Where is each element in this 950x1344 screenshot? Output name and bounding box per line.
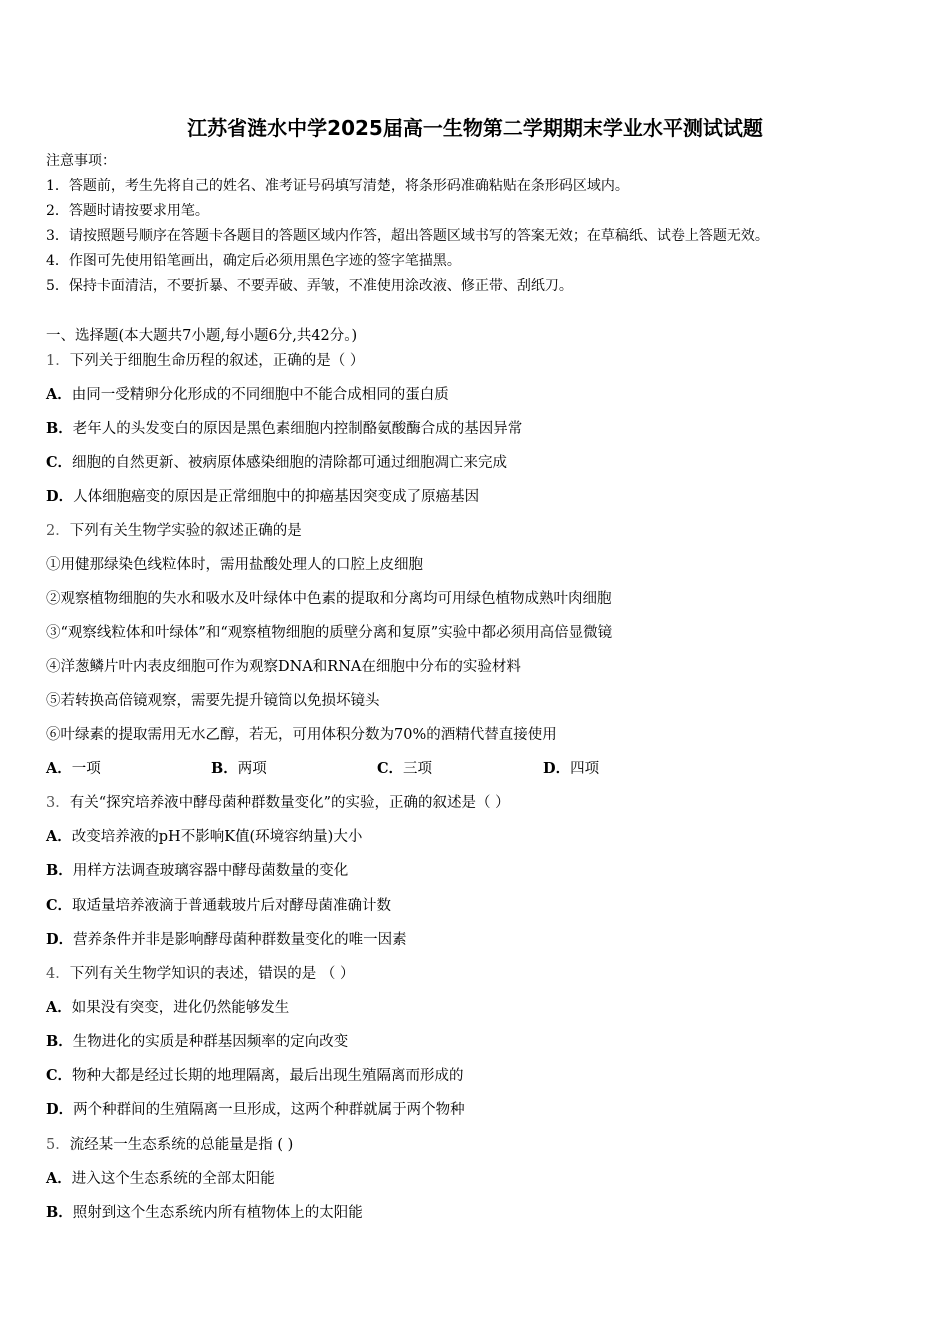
q3-option-a[interactable] bbox=[46, 827, 362, 847]
option-text: 生物进化的实质是种群基因频率的定向改变 bbox=[72, 1034, 349, 1050]
note-item: 3．请按照题号顺序在答题卡各题目的答题区域内作答，超出答题区域书写的答案无效；在草稿纸、试卷上答题无效。 bbox=[46, 228, 769, 244]
option-text: 照射到这个生态系统内所有植物体上的太阳能 bbox=[72, 1205, 363, 1221]
q3-option-b[interactable] bbox=[46, 861, 348, 881]
option-label: C． bbox=[46, 897, 73, 914]
section-heading: 一、选择题(本大题共7小题,每小题6分,共42分。) bbox=[46, 328, 358, 344]
option-text: 老年人的头发变白的原因是黑色素细胞内控制酪氨酸酶合成的基因异常 bbox=[72, 421, 523, 437]
q1-option-a[interactable] bbox=[46, 385, 449, 405]
option-label: B． bbox=[46, 1204, 73, 1221]
q2-option-d[interactable] bbox=[543, 759, 599, 779]
q4-option-c[interactable] bbox=[46, 1066, 464, 1086]
option-text: 两项 bbox=[237, 761, 267, 777]
q5-option-b[interactable] bbox=[46, 1203, 363, 1223]
option-text: 进入这个生态系统的全部太阳能 bbox=[71, 1171, 275, 1187]
q4-option-a[interactable] bbox=[46, 998, 289, 1018]
option-label: A． bbox=[46, 999, 72, 1016]
note-item: 1．答题前，考生先将自己的姓名、准考证号码填写清楚，将条形码准确粘贴在条形码区域内。 bbox=[46, 178, 629, 194]
question-number: 4． bbox=[46, 966, 70, 982]
option-label: A． bbox=[46, 828, 72, 845]
question-number: 5． bbox=[46, 1137, 70, 1153]
option-label: B． bbox=[46, 862, 73, 879]
q2-statement: ①用健那绿染色线粒体时，需用盐酸处理人的口腔上皮细胞 bbox=[46, 557, 423, 573]
question-3-stem bbox=[46, 793, 510, 813]
option-label: C． bbox=[46, 1067, 73, 1084]
q2-statement: ②观察植物细胞的失水和吸水及叶绿体中色素的提取和分离均可用绿色植物成熟叶肉细胞 bbox=[46, 591, 612, 607]
question-5-stem bbox=[46, 1135, 293, 1155]
option-label: B． bbox=[46, 420, 73, 437]
option-text: 如果没有突变，进化仍然能够发生 bbox=[71, 1000, 290, 1016]
option-text: 细胞的自然更新、被病原体感染细胞的清除都可通过细胞凋亡来完成 bbox=[72, 455, 508, 471]
option-text: 用样方法调查玻璃容器中酵母菌数量的变化 bbox=[72, 863, 349, 879]
option-text: 改变培养液的pH不影响K值(环境容纳量)大小 bbox=[71, 829, 363, 845]
option-text: 三项 bbox=[403, 761, 433, 777]
q1-option-d[interactable] bbox=[46, 487, 479, 507]
question-2-stem bbox=[46, 521, 302, 541]
question-number: 3． bbox=[46, 795, 70, 811]
option-text: 取适量培养液滴于普通载玻片后对酵母菌准确计数 bbox=[72, 898, 392, 914]
q2-statement: ③“观察线粒体和叶绿体”和“观察植物细胞的质壁分离和复原”实验中都必须用高倍显微镜 bbox=[46, 625, 613, 641]
q5-option-a[interactable] bbox=[46, 1169, 275, 1189]
option-label: D． bbox=[46, 488, 74, 505]
question-text: 下列有关生物学实验的叙述正确的是 bbox=[69, 523, 302, 539]
q2-statement: ④洋葱鳞片叶内表皮细胞可作为观察DNA和RNA在细胞中分布的实验材料 bbox=[46, 659, 521, 675]
option-label: D． bbox=[46, 931, 74, 948]
option-label: C． bbox=[46, 454, 73, 471]
q2-option-a[interactable] bbox=[46, 759, 101, 779]
option-text: 一项 bbox=[71, 761, 101, 777]
option-label: D． bbox=[543, 760, 571, 777]
q3-option-c[interactable] bbox=[46, 896, 391, 916]
option-text: 两个种群间的生殖隔离一旦形成，这两个种群就属于两个物种 bbox=[73, 1102, 465, 1118]
question-text: 有关“探究培养液中酵母菌种群数量变化”的实验，正确的叙述是（ ） bbox=[69, 795, 510, 811]
option-label: B． bbox=[46, 1033, 73, 1050]
q2-statement: ⑥叶绿素的提取需用无水乙醇，若无，可用体积分数为70%的酒精代替直接使用 bbox=[46, 727, 557, 743]
option-label: C． bbox=[377, 760, 404, 777]
note-item: 2．答题时请按要求用笔。 bbox=[46, 203, 209, 219]
option-label: A． bbox=[46, 386, 72, 403]
q1-option-c[interactable] bbox=[46, 453, 507, 473]
question-4-stem bbox=[46, 964, 354, 984]
option-label: A． bbox=[46, 1170, 72, 1187]
option-text: 由同一受精卵分化形成的不同细胞中不能合成相同的蛋白质 bbox=[71, 387, 449, 403]
note-item: 4．作图可先使用铅笔画出，确定后必须用黑色字迹的签字笔描黑。 bbox=[46, 253, 461, 269]
option-text: 营养条件并非是影响酵母菌种群数量变化的唯一因素 bbox=[73, 932, 407, 948]
q2-options-row bbox=[46, 759, 926, 779]
q3-option-d[interactable] bbox=[46, 930, 407, 950]
q4-option-d[interactable] bbox=[46, 1100, 465, 1120]
q2-statement: ⑤若转换高倍镜观察，需要先提升镜筒以免损坏镜头 bbox=[46, 693, 380, 709]
option-text: 人体细胞癌变的原因是正常细胞中的抑癌基因突变成了原癌基因 bbox=[73, 489, 480, 505]
notes-heading: 注意事项： bbox=[46, 153, 116, 169]
question-text: 下列关于细胞生命历程的叙述，正确的是（ ） bbox=[69, 353, 365, 369]
question-text: 下列有关生物学知识的表述，错误的是 （ ） bbox=[69, 966, 355, 982]
q2-option-b[interactable] bbox=[211, 759, 267, 779]
question-text: 流经某一生态系统的总能量是指 ( ) bbox=[69, 1137, 294, 1153]
question-1-stem bbox=[46, 351, 364, 371]
option-text: 物种大都是经过长期的地理隔离，最后出现生殖隔离而形成的 bbox=[72, 1068, 464, 1084]
option-text: 四项 bbox=[570, 761, 600, 777]
q1-option-b[interactable] bbox=[46, 419, 522, 439]
option-label: D． bbox=[46, 1101, 74, 1118]
option-label: B． bbox=[211, 760, 238, 777]
q2-option-c[interactable] bbox=[377, 759, 432, 779]
q4-option-b[interactable] bbox=[46, 1032, 348, 1052]
note-item: 5．保持卡面清洁，不要折暴、不要弄破、弄皱，不准使用涂改液、修正带、刮纸刀。 bbox=[46, 278, 573, 294]
page-title: 江苏省涟水中学2025届高一生物第二学期期末学业水平测试试题 bbox=[187, 116, 763, 140]
question-number: 2． bbox=[46, 523, 70, 539]
question-number: 1． bbox=[46, 353, 70, 369]
option-label: A． bbox=[46, 760, 72, 777]
